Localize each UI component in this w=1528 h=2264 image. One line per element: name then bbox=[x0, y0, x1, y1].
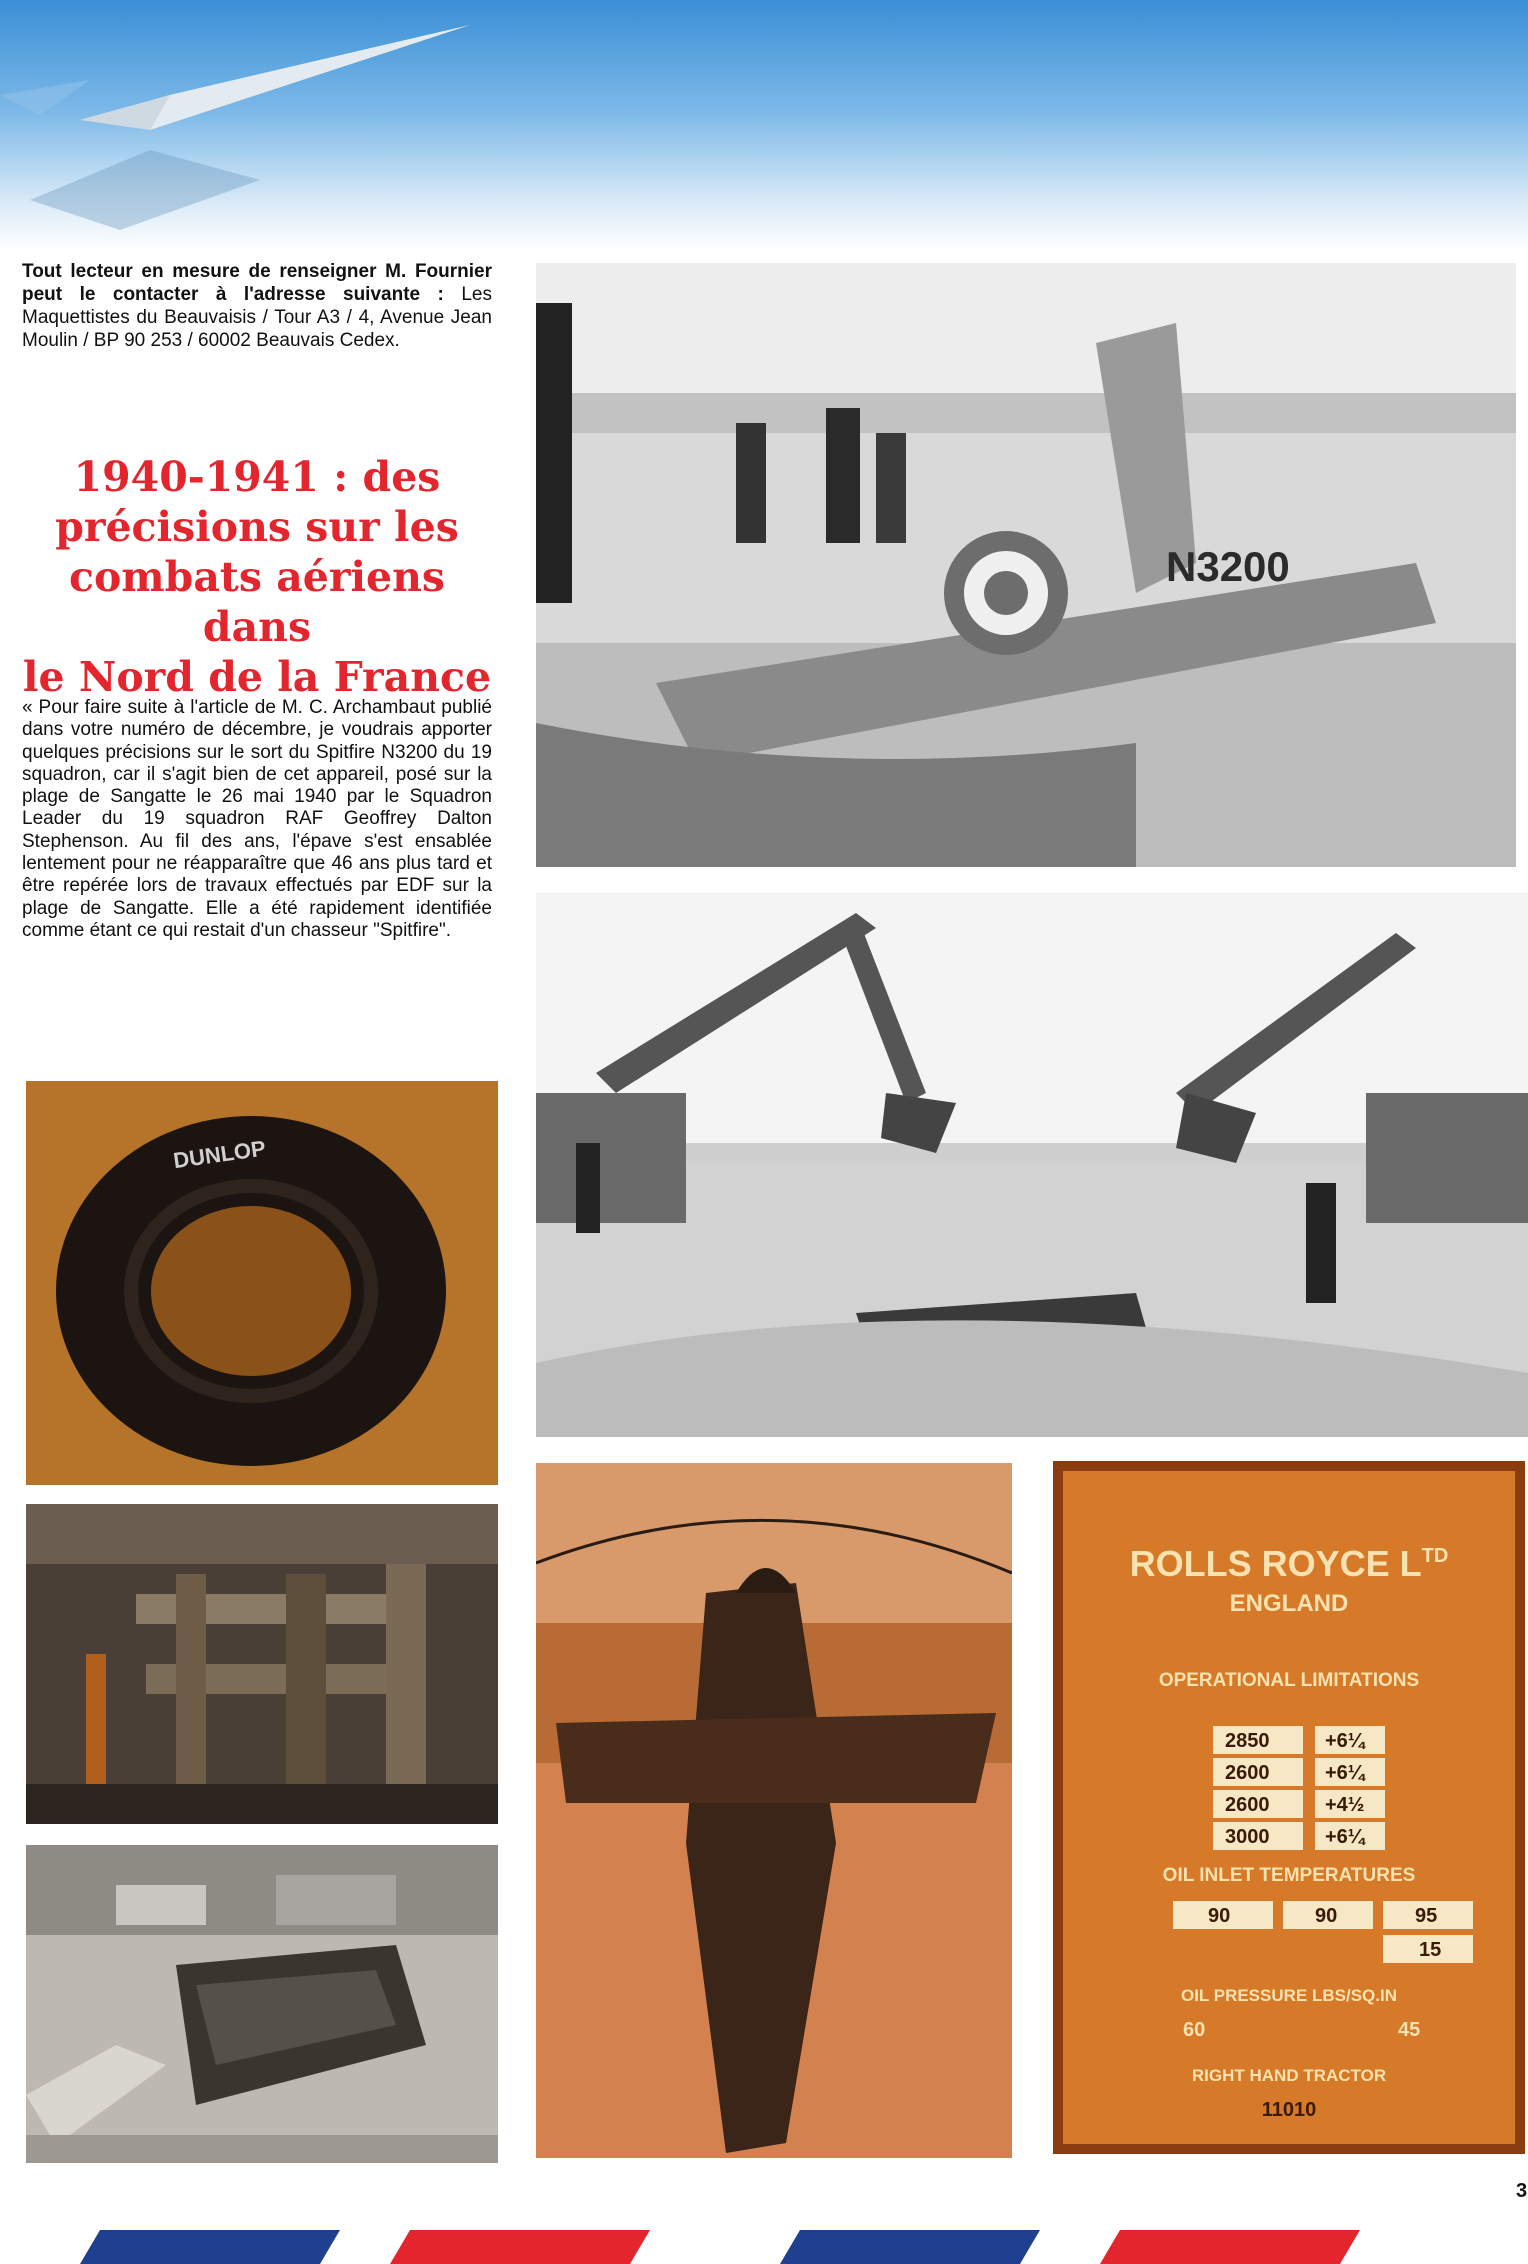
dunlop-tyre-photo bbox=[26, 1081, 498, 1485]
plate-heading-temperatures: OIL INLET TEMPERATURES bbox=[1162, 1865, 1416, 1886]
rolls-royce-plate-photo bbox=[1053, 1461, 1525, 2154]
spitfire-beach-photo bbox=[536, 263, 1516, 867]
article-headline bbox=[22, 452, 492, 702]
plate-rpm-1: 2850 bbox=[1225, 1730, 1270, 1752]
article-body: « Pour faire suite à l'article de M. C. Archambaut publié dans votre numéro de décembre, je voudrais apporter quelques précisions sur le sort du Spitfire N3200 du 19 squadron, car il s'agit bien de cet appareil, posé sur la plage de Sangatte le 26 mai 1940 par le Squadron Leader du 19 squadron RAF Geoffrey Dalton Stephenson. Au fil des ans, l'épave s'est ensablée lentement pour ne réapparaître que 46 ans plus tard et être repérée lors de travaux effectués par EDF sur la plage de Sangatte. Elle a été rapidement identifiée comme étant ce qui restait d'un chasseur "Spitfire". bbox=[22, 697, 492, 941]
plate-takeoff-value: 15 bbox=[1419, 1939, 1442, 1961]
plate-boost-4: +6¼ bbox=[1325, 1826, 1365, 1848]
plate-temp-1: 90 bbox=[1208, 1905, 1231, 1927]
excavation-photo bbox=[536, 893, 1528, 1437]
plate-country-label: ENGLAND bbox=[1229, 1590, 1349, 1617]
headline-line-1: 1940-1941 : des bbox=[73, 453, 441, 501]
headline-line-2: précisions sur les bbox=[55, 503, 459, 551]
wreckage-parts-photo bbox=[26, 1504, 498, 1824]
tyre-brand-label: DUNLOP bbox=[171, 1135, 268, 1174]
engine-photo bbox=[26, 1845, 498, 2163]
plate-boost-2: +6¼ bbox=[1325, 1762, 1365, 1784]
plate-boost-3: +4½ bbox=[1325, 1794, 1365, 1816]
plate-footer-label: RIGHT HAND TRACTOR bbox=[1191, 2066, 1387, 2085]
paper-plane-icon bbox=[0, 0, 520, 250]
plate-maker-label: ROLLS ROYCE $L^{TD}$ bbox=[1129, 1543, 1449, 1584]
spitfire-serial-label: N3200 bbox=[1166, 543, 1290, 590]
plate-rpm-3: 2600 bbox=[1225, 1794, 1270, 1816]
wreck-in-water-photo bbox=[536, 1463, 1012, 2158]
plate-pressure-2: 45 bbox=[1398, 2019, 1421, 2041]
plate-rpm-2: 2600 bbox=[1225, 1762, 1270, 1784]
plate-serial-label: 11010 bbox=[1261, 2099, 1317, 2121]
plate-temp-3: 95 bbox=[1415, 1905, 1438, 1927]
contact-paragraph bbox=[22, 260, 492, 352]
plate-pressure-1: 60 bbox=[1183, 2019, 1206, 2041]
contact-lead: Tout lecteur en mesure de renseigner M. Fournier peut le contacter à l'adresse suivante : bbox=[22, 261, 492, 305]
headline-line-4: le Nord de la France bbox=[22, 653, 492, 701]
headline-line-3: combats aériens dans bbox=[68, 553, 446, 651]
plate-heading-pressure: OIL PRESSURE LBS/SQ.IN bbox=[1180, 1986, 1398, 2005]
plate-rpm-4: 3000 bbox=[1225, 1826, 1270, 1848]
contact-address: Les Maquettistes du Beauvaisis / Tour A3 / 4, Avenue Jean Moulin / BP 90 253 / 60002 Beauvais Cedex. bbox=[22, 284, 492, 351]
plate-boost-1: +6¼ bbox=[1325, 1730, 1365, 1752]
airmail-stripe-border bbox=[0, 2230, 1528, 2264]
plate-heading-limitations: OPERATIONAL LIMITATIONS bbox=[1158, 1670, 1420, 1691]
page-number: 3 bbox=[1516, 2180, 1528, 2202]
plate-temp-2: 90 bbox=[1315, 1905, 1338, 1927]
